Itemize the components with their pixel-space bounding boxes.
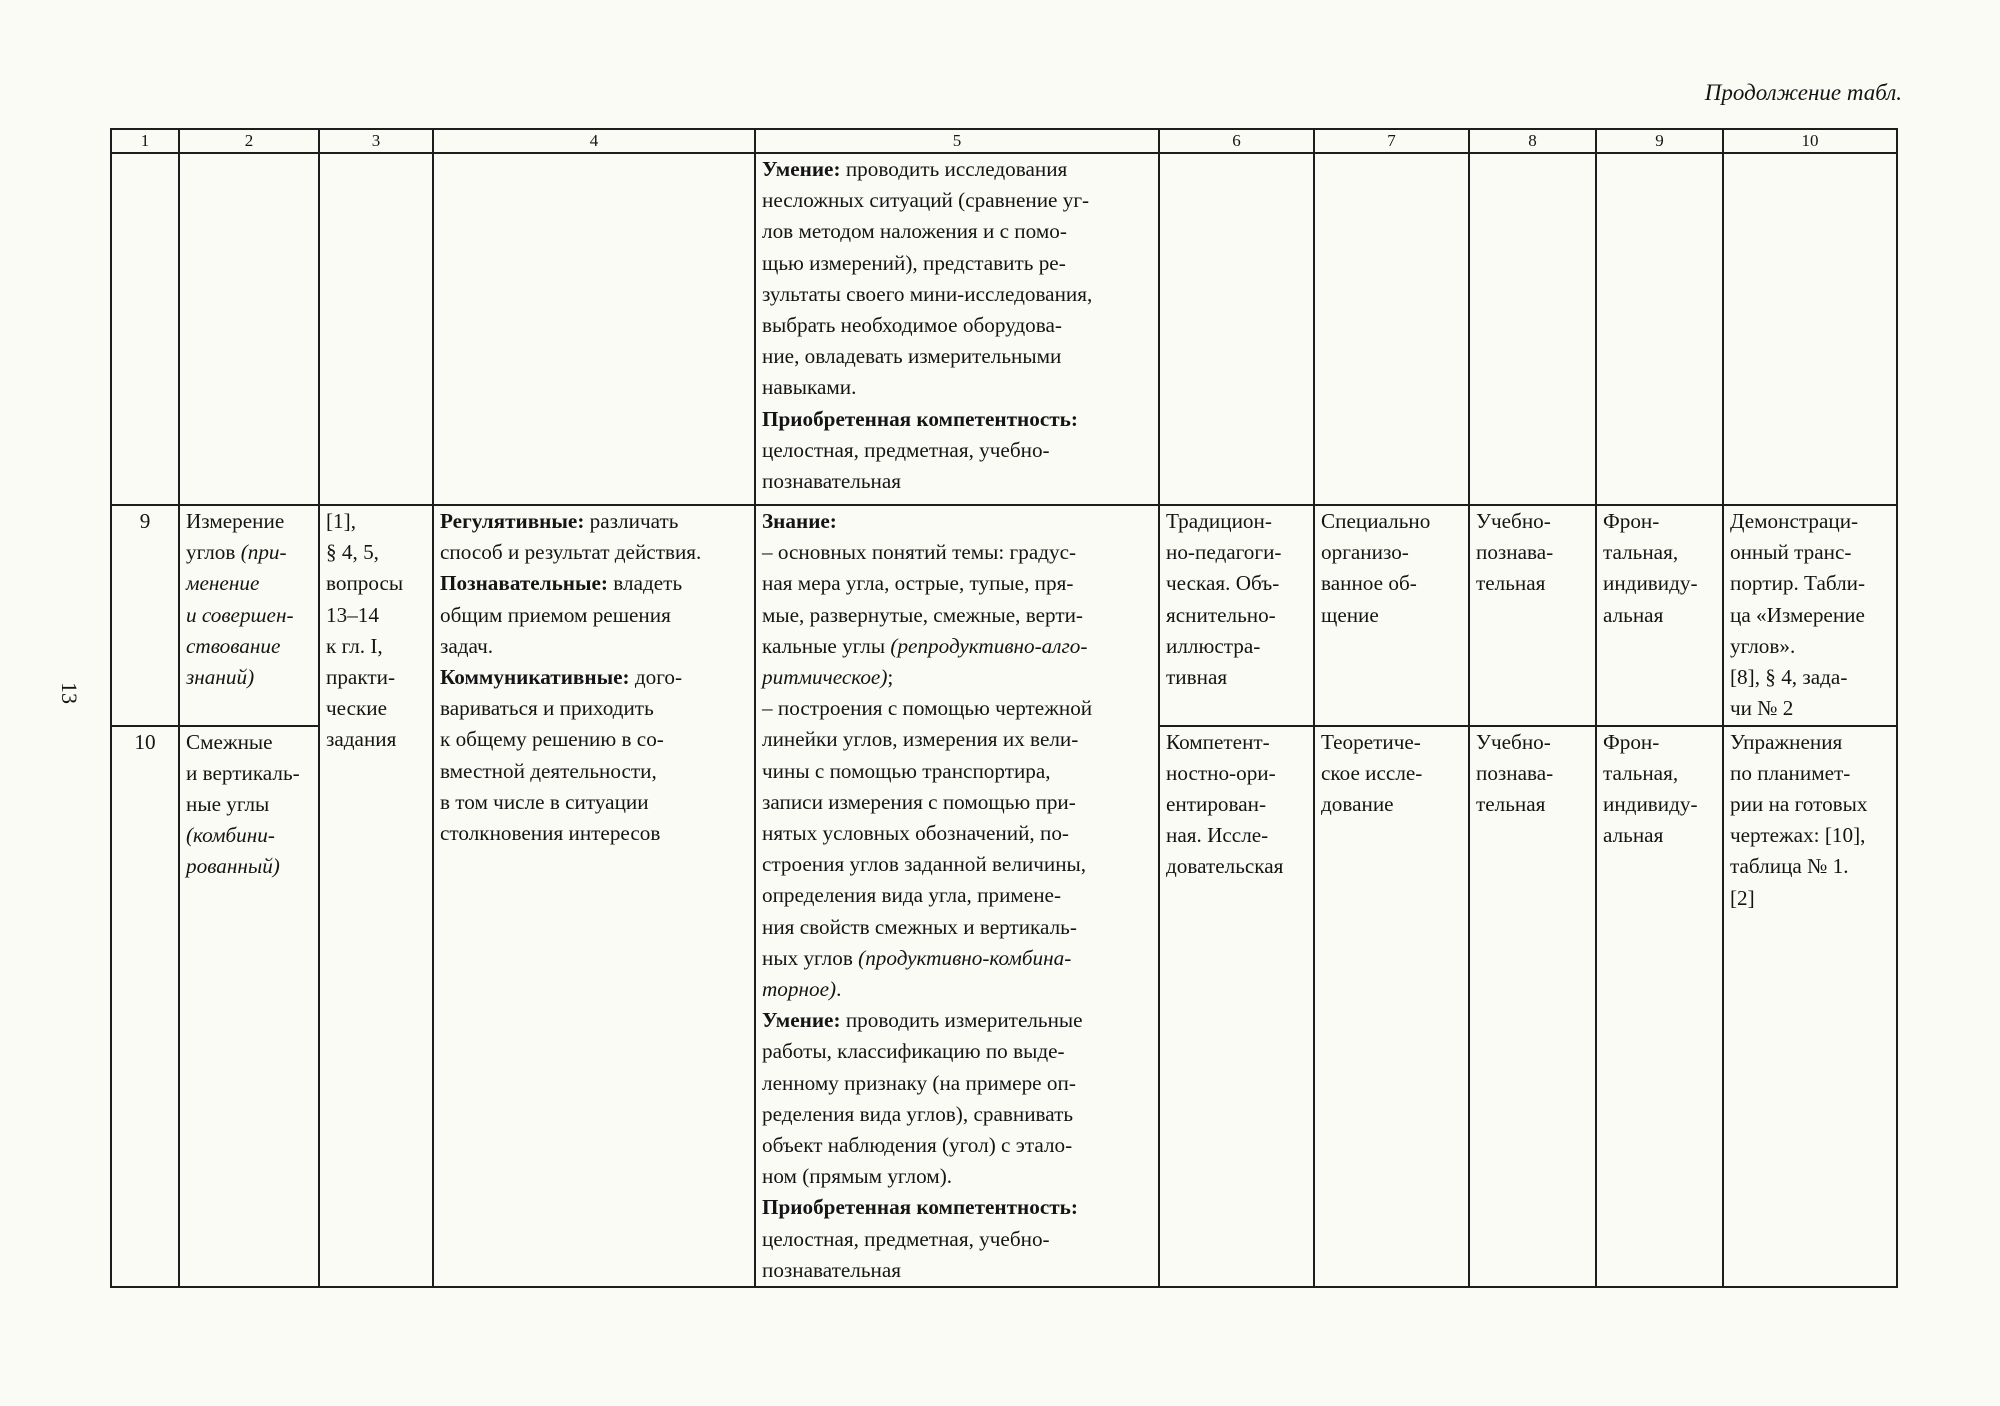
- cell-text-line: в том числе в ситуации: [440, 789, 649, 814]
- cell-text-line: ная мера угла, острые, тупые, пря-: [762, 571, 1074, 596]
- cell-text-line: Приобретенная компетентность:: [762, 1195, 1078, 1220]
- lesson-plan-table: [110, 128, 1898, 1288]
- cell-text-line: Учебно-: [1476, 509, 1551, 533]
- cell-text-line: ные углы: [186, 792, 270, 816]
- column-number: 6: [1159, 129, 1314, 153]
- cell-text-line: ние, овладевать измерительными: [762, 344, 1062, 369]
- cell-text-line: Учебно-: [1476, 729, 1551, 754]
- results-cell-continued: [755, 153, 1159, 505]
- cell-text-line: – основных понятий темы: градус-: [762, 540, 1077, 565]
- cell-text-line: ных углов (продуктивно-комбина-: [762, 945, 1072, 970]
- empty-cell: [1314, 153, 1469, 505]
- empty-cell: [111, 153, 179, 505]
- cell-text-line: ческая. Объ-: [1166, 571, 1280, 596]
- cell-text-line: Умение: проводить исследования: [762, 157, 1068, 181]
- cell-text-line: Демонстраци-: [1730, 509, 1859, 533]
- cell-text-line: работы, классификацию по выде-: [762, 1039, 1065, 1064]
- cell-text-line: тальная,: [1603, 760, 1679, 785]
- cell-text-line: познава-: [1476, 760, 1554, 785]
- cell-text-line: [8], § 4, зада-: [1730, 665, 1848, 690]
- cell-text-line: Компетент-: [1166, 729, 1270, 754]
- cell-text-line: знаний): [186, 665, 255, 690]
- cell-text-line: к общему решению в со-: [440, 727, 664, 752]
- cell-text-line: несложных ситуаций (сравнение уг-: [762, 188, 1090, 213]
- column-number-row: [111, 129, 1897, 153]
- cell-text-line: к гл. I,: [326, 633, 383, 658]
- cell-text-line: ная. Иссле-: [1166, 823, 1269, 848]
- cell-text-line: тельная: [1476, 571, 1546, 596]
- cell-text-line: Теоретиче-: [1321, 729, 1421, 754]
- cell-text-line: способ и результат действия.: [440, 540, 702, 565]
- empty-cell: [179, 153, 319, 505]
- cell-text-line: ванное об-: [1321, 571, 1417, 596]
- lesson-method: [1314, 505, 1469, 726]
- cell-text-line: кальные углы (репродуктивно-алго-: [762, 633, 1088, 658]
- cell-text-line: задания: [326, 727, 397, 752]
- cell-text-line: Фрон-: [1603, 509, 1660, 533]
- lesson-number: 9: [111, 505, 179, 726]
- cell-text-line: Знание:: [762, 509, 837, 533]
- cell-text-line: щью измерений), представить ре-: [762, 250, 1066, 275]
- empty-cell: [1596, 153, 1723, 505]
- lesson-method: [1314, 726, 1469, 1287]
- lesson-uud: [433, 505, 755, 1287]
- empty-cell: [1159, 153, 1314, 505]
- cell-text-line: практи-: [326, 665, 396, 690]
- cell-text-line: ствование: [186, 633, 281, 658]
- cell-text-line: торное).: [762, 977, 842, 1002]
- lesson-work-form: [1596, 726, 1723, 1287]
- cell-text-line: портир. Табли-: [1730, 571, 1866, 596]
- cell-text-line: ределения вида углов), сравнивать: [762, 1101, 1074, 1126]
- cell-text-line: ритмическое);: [762, 665, 894, 690]
- cell-text-line: вариваться и приходить: [440, 696, 654, 721]
- lesson-results: [755, 505, 1159, 1287]
- cell-text-line: Коммуникативные: дого-: [440, 665, 683, 690]
- lesson-topic: [179, 505, 319, 726]
- cell-text-line: ном (прямым углом).: [762, 1164, 953, 1189]
- cell-text-line: чины с помощью транспортира,: [762, 758, 1051, 783]
- cell-text-line: щение: [1321, 602, 1379, 627]
- column-number: 8: [1469, 129, 1596, 153]
- empty-cell: [319, 153, 433, 505]
- empty-cell: [1723, 153, 1897, 505]
- cell-text-line: выбрать необходимое оборудова-: [762, 313, 1062, 338]
- cell-text-line: рованный): [186, 854, 280, 879]
- cell-text-line: тельная: [1476, 792, 1546, 816]
- cell-text-line: таблица № 1.: [1730, 854, 1849, 879]
- cell-text-line: Регулятивные: различать: [440, 509, 679, 533]
- cell-text-line: строения углов заданной величины,: [762, 852, 1087, 877]
- cell-text-line: ностно-ори-: [1166, 760, 1276, 785]
- empty-cell: [1469, 153, 1596, 505]
- lesson-activity-type: [1469, 505, 1596, 726]
- cell-text-line: целостная, предметная, учебно-: [762, 437, 1050, 462]
- page-number: 13: [57, 682, 82, 704]
- cell-text-line: вместной деятельности,: [440, 758, 657, 783]
- lesson-technology: [1159, 726, 1314, 1287]
- cell-text-line: менение: [186, 571, 260, 596]
- cell-text-line: ческие: [326, 696, 388, 721]
- cell-text-line: целостная, предметная, учебно-: [762, 1226, 1050, 1251]
- cell-text-line: задач.: [440, 633, 494, 658]
- cell-text-line: познавательная: [762, 469, 902, 494]
- cell-text-line: тальная,: [1603, 540, 1679, 565]
- cell-text-line: вопросы: [326, 571, 404, 596]
- table-continuation-caption: Продолжение табл.: [1704, 80, 1902, 105]
- cell-text-line: зультаты своего мини-исследования,: [762, 281, 1093, 306]
- table-row-continued: [111, 153, 1897, 505]
- cell-text-line: индивиду-: [1603, 571, 1698, 596]
- cell-text-line: общим приемом решения: [440, 602, 671, 627]
- column-number: 5: [755, 129, 1159, 153]
- cell-text-line: Специально: [1321, 509, 1431, 533]
- cell-text-line: 13–14: [326, 602, 379, 627]
- lesson-topic: [179, 726, 319, 1287]
- cell-text-line: довательская: [1166, 854, 1284, 879]
- cell-text-line: и совершен-: [186, 602, 294, 627]
- cell-text-line: Фрон-: [1603, 729, 1660, 754]
- lesson-number: 10: [111, 726, 179, 1287]
- cell-text-line: ца «Измерение: [1730, 602, 1865, 627]
- cell-text-line: Познавательные: владеть: [440, 571, 683, 596]
- cell-text-line: Измерение: [186, 509, 285, 533]
- cell-text-line: но-педагоги-: [1166, 540, 1282, 565]
- cell-text-line: иллюстра-: [1166, 633, 1261, 658]
- cell-text-line: Упражнения: [1730, 729, 1843, 754]
- column-number: 3: [319, 129, 433, 153]
- cell-text-line: и вертикаль-: [186, 760, 300, 785]
- cell-text-line: организо-: [1321, 540, 1409, 565]
- column-number: 7: [1314, 129, 1469, 153]
- cell-text-line: углов».: [1730, 633, 1796, 658]
- cell-text-line: чи № 2: [1730, 696, 1794, 721]
- lesson-materials: [1723, 726, 1897, 1287]
- cell-text-line: рии на готовых: [1730, 792, 1868, 816]
- cell-text-line: – построения с помощью чертежной: [762, 696, 1093, 721]
- lesson-activity-type: [1469, 726, 1596, 1287]
- cell-text-line: столкновения интересов: [440, 821, 661, 846]
- cell-text-line: яснительно-: [1166, 602, 1276, 627]
- cell-text-line: тивная: [1166, 665, 1228, 690]
- lesson-work-form: [1596, 505, 1723, 726]
- table-row-lesson-9: [111, 505, 1897, 726]
- cell-text-line: [1],: [326, 509, 357, 533]
- cell-text-line: нятых условных обозначений, по-: [762, 821, 1069, 846]
- cell-text-line: навыками.: [762, 375, 857, 400]
- cell-text-line: ентирован-: [1166, 792, 1267, 816]
- cell-text-line: Приобретенная компетентность:: [762, 406, 1078, 431]
- lesson-technology: [1159, 505, 1314, 726]
- cell-text-line: лов методом наложения и с помо-: [762, 219, 1067, 244]
- cell-text-line: ское иссле-: [1321, 760, 1423, 785]
- cell-text-line: по планимет-: [1730, 760, 1851, 785]
- column-number: 2: [179, 129, 319, 153]
- cell-text-line: альная: [1603, 823, 1664, 848]
- cell-text-line: линейки углов, измерения их вели-: [762, 727, 1079, 752]
- cell-text-line: записи измерения с помощью при-: [762, 789, 1076, 814]
- cell-text-line: Умение: проводить измерительные: [762, 1008, 1083, 1033]
- column-number: 10: [1723, 129, 1897, 153]
- lesson-materials: [1723, 505, 1897, 726]
- cell-text-line: ния свойств смежных и вертикаль-: [762, 914, 1077, 939]
- empty-cell: [433, 153, 755, 505]
- cell-text-line: познава-: [1476, 540, 1554, 565]
- column-number: 1: [111, 129, 179, 153]
- cell-text-line: § 4, 5,: [326, 540, 379, 565]
- cell-text-line: углов (при-: [186, 540, 287, 565]
- cell-text-line: ленному признаку (на примере оп-: [762, 1070, 1076, 1095]
- cell-text-line: определения вида угла, примене-: [762, 883, 1062, 908]
- lesson-sources: [319, 505, 433, 1287]
- cell-text-line: объект наблюдения (угол) с этало-: [762, 1133, 1073, 1158]
- cell-text-line: Смежные: [186, 729, 273, 754]
- cell-text-line: (комбини-: [186, 823, 275, 848]
- cell-text-line: онный транс-: [1730, 540, 1852, 565]
- cell-text-line: мые, развернутые, смежные, верти-: [762, 602, 1083, 627]
- cell-text-line: [2]: [1730, 885, 1755, 910]
- cell-text-line: чертежах: [10],: [1730, 823, 1866, 848]
- column-number: 4: [433, 129, 755, 153]
- cell-text-line: дование: [1321, 792, 1394, 816]
- cell-text-line: познавательная: [762, 1257, 902, 1282]
- cell-text-line: индивиду-: [1603, 792, 1698, 816]
- cell-text-line: Традицион-: [1166, 509, 1272, 533]
- column-number: 9: [1596, 129, 1723, 153]
- cell-text-line: альная: [1603, 602, 1664, 627]
